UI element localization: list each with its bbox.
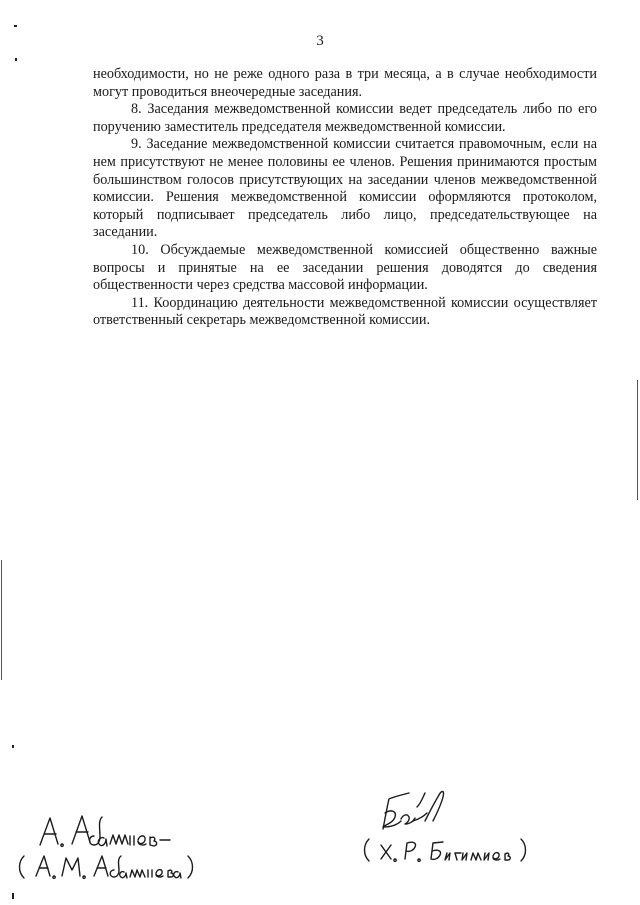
signature-right-drawing bbox=[355, 783, 555, 873]
document-body bbox=[93, 66, 597, 330]
scan-mark bbox=[15, 58, 17, 61]
paragraph-continuation: необходимости, но не реже одного раза в три месяца, а в случае необходимости могут проводиться внеочередные заседания. bbox=[93, 66, 597, 100]
scan-mark bbox=[637, 380, 638, 500]
scan-mark bbox=[14, 25, 17, 27]
signature-left bbox=[10, 800, 230, 880]
paragraph-9: 9. Заседание межведомственной комиссии считается правомочным, если на нем присутствуют не менее половины ее членов. Решения принимаются простым большинством голосов присутствующих на заседании членов межведомственной комиссии. Решения межведомственной комиссии оформляются протоколом, который подписывает председатель либо лицо, председательствующее на заседании. bbox=[93, 136, 597, 241]
paragraph-8: 8. Заседания межведомственной комиссии ведет председатель либо по его поручению заместитель председателя межведомственной комиссии. bbox=[93, 101, 597, 135]
scan-mark bbox=[12, 745, 14, 748]
page-number: 3 bbox=[316, 33, 324, 49]
scan-mark bbox=[1, 560, 2, 680]
scan-mark bbox=[12, 893, 14, 899]
signature-right bbox=[355, 783, 555, 873]
paragraph-10: 10. Обсуждаемые межведомственной комиссией общественно важные вопросы и принятые на ее заседании решения доводятся до сведения общественности через средства массовой информации. bbox=[93, 241, 597, 294]
paragraph-11: 11. Координацию деятельности межведомственной комиссии осуществляет ответственный секретарь межведомственной комиссии. bbox=[93, 294, 597, 329]
signature-left-drawing bbox=[10, 800, 230, 880]
